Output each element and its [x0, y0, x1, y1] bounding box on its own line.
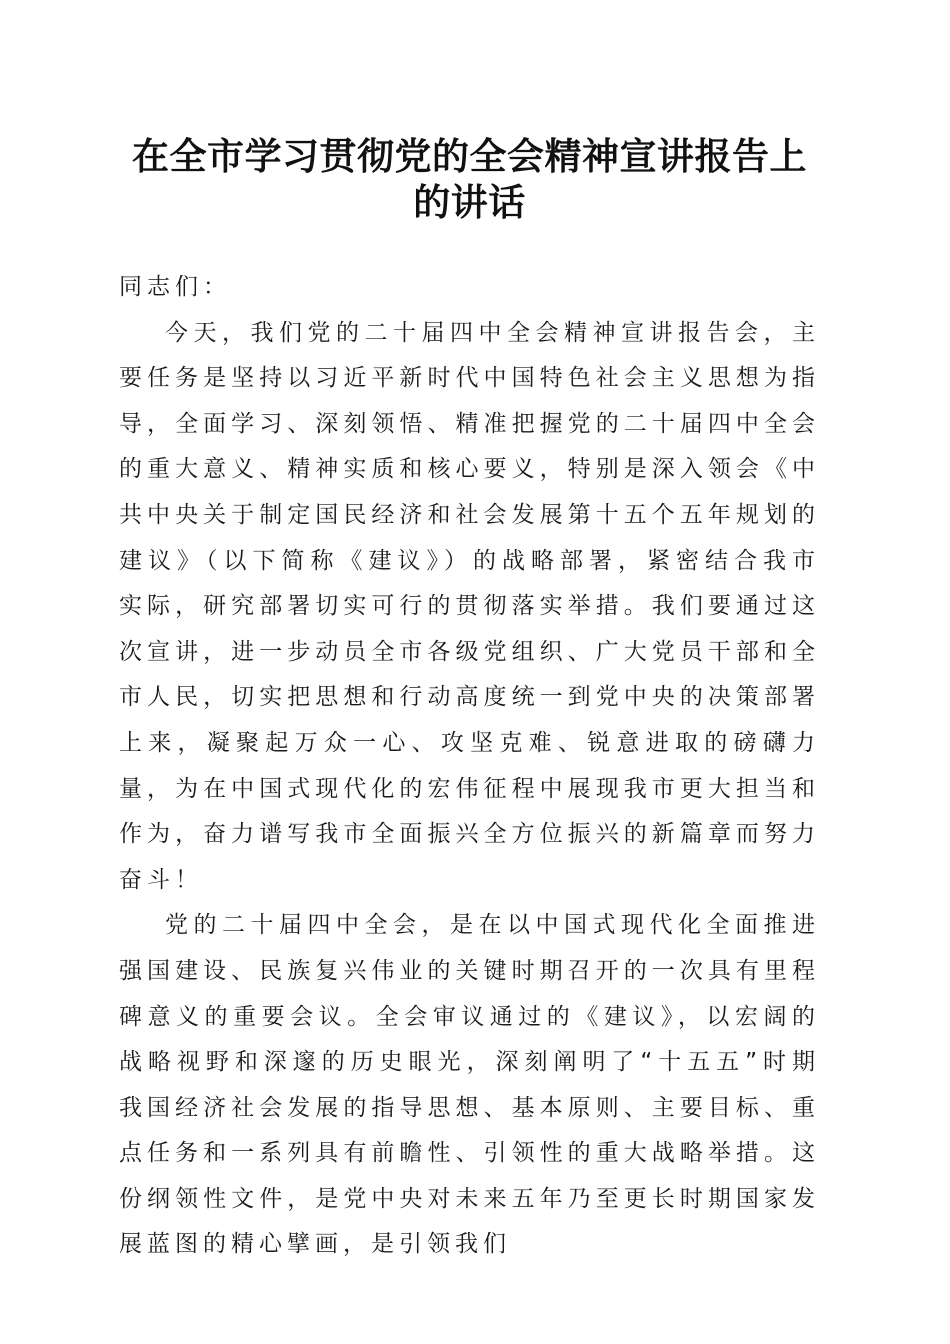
document-title: 在全市学习贯彻党的全会精神宣讲报告上的讲话 [132, 134, 807, 224]
paragraph-1: 今天，我们党的二十届四中全会精神宣讲报告会，主要任务是坚持以习近平新时代中国特色社会主义思想为指导，全面学习、深刻领悟、精准把握党的二十届四中全会的重大意义、精神实质和核心要义，特别是深入领会《中共中央关于制定国民经济和社会发展第十五个五年规划的建议》（以下简称《建议》）的战略部署，紧密结合我市实际，研究部署切实可行的贯彻落实举措。我们要通过这次宣讲，进一步动员全市各级党组织、广大党员干部和全市人民，切实把思想和行动高度统一到党中央的决策部署上来，凝聚起万众一心、攻坚克难、锐意进取的磅礴力量，为在中国式现代化的宏伟征程中展现我市更大担当和作为，奋力谱写我市全面振兴全方位振兴的新篇章而努力奋斗！ [119, 319, 820, 893]
paragraph-2: 党的二十届四中全会，是在以中国式现代化全面推进强国建设、民族复兴伟业的关键时期召开的一次具有里程碑意义的重要会议。全会审议通过的《建议》，以宏阔的战略视野和深邃的历史眼光，深刻阐明了“十五五”时期我国经济社会发展的指导思想、基本原则、主要目标、重点任务和一系列具有前瞻性、引领性的重大战略举措。这份纲领性文件，是党中央对未来五年乃至更长时期国家发展蓝图的精心擘画，是引领我们 [119, 912, 820, 1258]
document-body [119, 265, 820, 1268]
salutation: 同志们： [119, 274, 231, 300]
